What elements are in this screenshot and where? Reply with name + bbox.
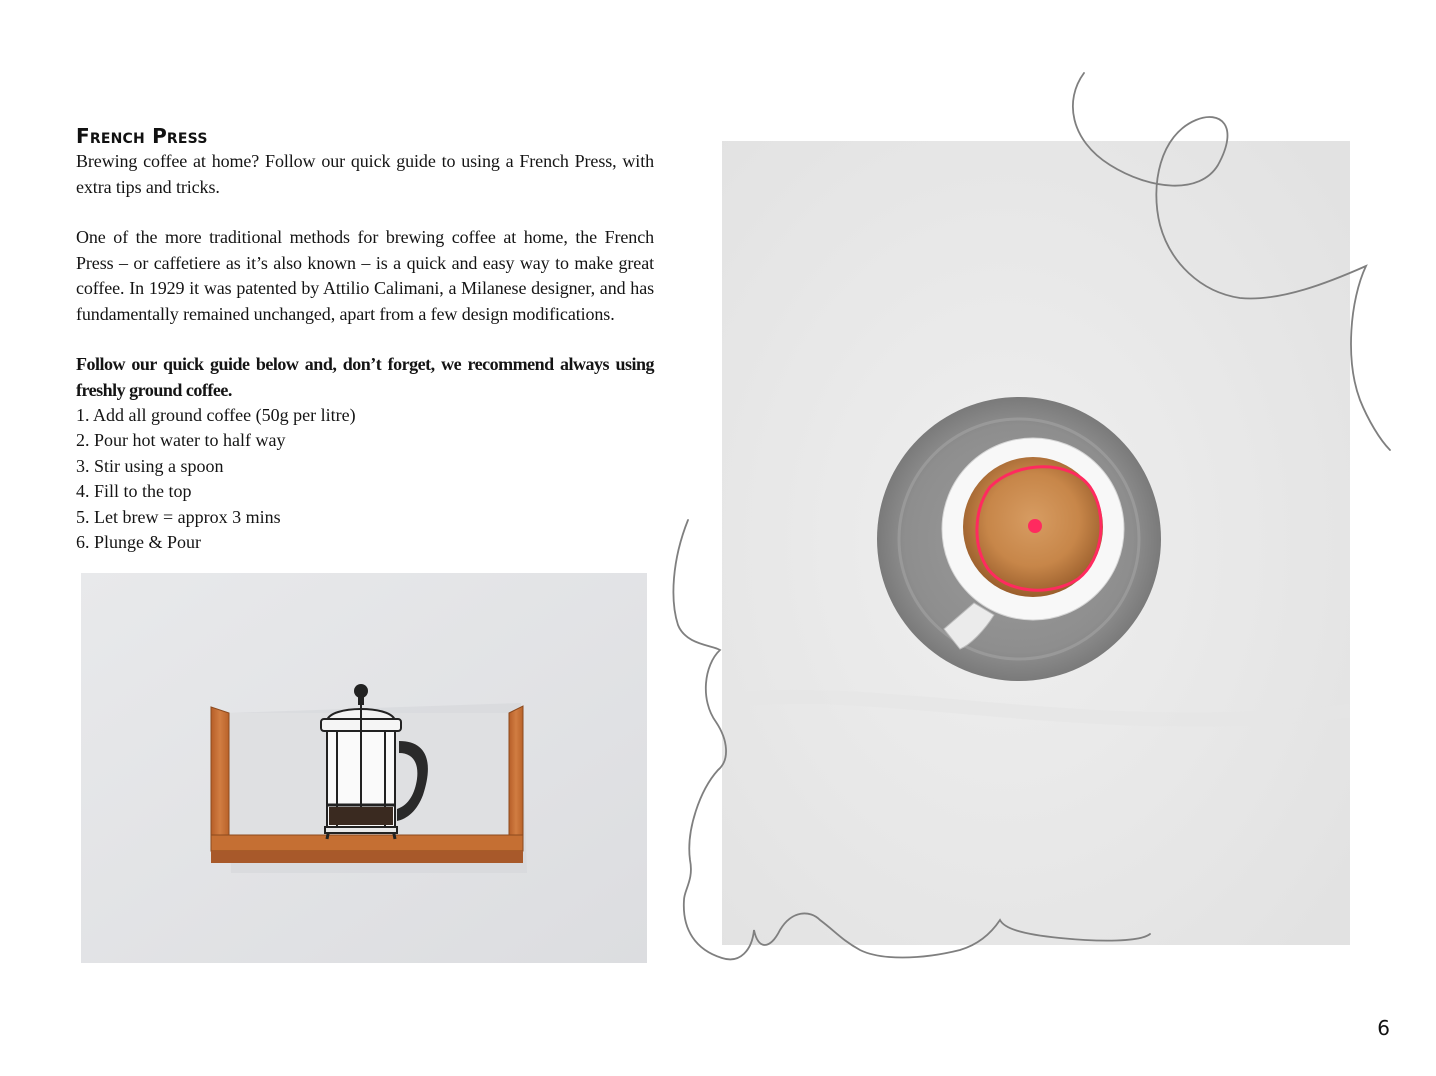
step-item: 6. Plunge & Pour	[76, 532, 202, 553]
step-item: 3. Stir using a spoon	[76, 455, 224, 476]
shelf-right-side	[509, 706, 523, 848]
article-text	[76, 122, 654, 555]
article-intro: Brewing coffee at home? Follow our quick guide to using a French Press, with extra tips and tricks.	[76, 151, 654, 197]
step-item: 1. Add all ground coffee (50g per litre)	[76, 405, 356, 425]
shelf-bottom	[211, 835, 523, 851]
article-callout: Follow our quick guide below and, don’t forget, we recommend always using freshly ground coffee.	[76, 354, 654, 400]
red-dot-annotation	[1028, 519, 1042, 533]
steps-list	[76, 403, 654, 555]
coffee-cup-illustration	[722, 141, 1350, 945]
coffee-cup-photo	[722, 141, 1350, 945]
page-number: 6	[1377, 1016, 1390, 1040]
article-title: French Press	[76, 124, 208, 148]
step-item: 2. Pour hot water to half way	[76, 430, 286, 451]
french-press-illustration	[81, 573, 647, 963]
article-history: One of the more traditional methods for brewing coffee at home, the French Press – or caffetiere as it’s also known – is a quick and easy way to make great coffee. In 1929 it was patented by Attilio Calimani, a Milanese designer, and has fundamentally remained unchanged, apart from a few design modifications.	[76, 227, 654, 324]
french-press-photo	[81, 573, 647, 963]
step-item: 4. Fill to the top	[76, 481, 192, 502]
shelf-left-side	[211, 707, 229, 851]
step-item: 5. Let brew = approx 3 mins	[76, 506, 281, 527]
